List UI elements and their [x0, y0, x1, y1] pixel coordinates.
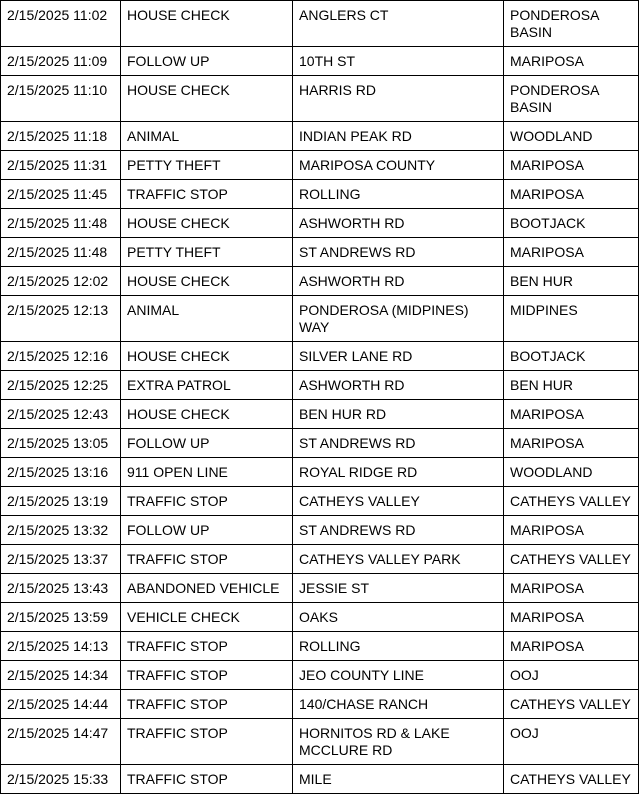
area-cell: CATHEYS VALLEY — [504, 690, 639, 719]
area-cell: BEN HUR — [504, 267, 639, 296]
datetime-cell: 2/15/2025 11:09 — [1, 47, 121, 76]
table-row — [1, 180, 639, 209]
call-type-cell: TRAFFIC STOP — [121, 632, 293, 661]
area-cell: WOODLAND — [504, 458, 639, 487]
table-row — [1, 458, 639, 487]
datetime-cell: 2/15/2025 12:13 — [1, 296, 121, 342]
table-row — [1, 151, 639, 180]
table-row — [1, 238, 639, 267]
call-type-cell: HOUSE CHECK — [121, 76, 293, 122]
location-cell: MARIPOSA COUNTY — [293, 151, 504, 180]
call-type-cell: TRAFFIC STOP — [121, 690, 293, 719]
area-cell: OOJ — [504, 661, 639, 690]
location-cell: MILE — [293, 765, 504, 794]
area-cell: PONDEROSA BASIN — [504, 76, 639, 122]
area-cell: MARIPOSA — [504, 400, 639, 429]
location-cell: 140/CHASE RANCH — [293, 690, 504, 719]
datetime-cell: 2/15/2025 12:43 — [1, 400, 121, 429]
datetime-cell: 2/15/2025 13:37 — [1, 545, 121, 574]
table-row — [1, 400, 639, 429]
location-cell: CATHEYS VALLEY PARK — [293, 545, 504, 574]
table-row — [1, 429, 639, 458]
call-type-cell: PETTY THEFT — [121, 151, 293, 180]
call-type-cell: FOLLOW UP — [121, 47, 293, 76]
call-type-cell: HOUSE CHECK — [121, 1, 293, 47]
datetime-cell: 2/15/2025 11:10 — [1, 76, 121, 122]
datetime-cell: 2/15/2025 13:32 — [1, 516, 121, 545]
call-type-cell: TRAFFIC STOP — [121, 487, 293, 516]
datetime-cell: 2/15/2025 12:02 — [1, 267, 121, 296]
datetime-cell: 2/15/2025 11:18 — [1, 122, 121, 151]
location-cell: ASHWORTH RD — [293, 267, 504, 296]
datetime-cell: 2/15/2025 13:43 — [1, 574, 121, 603]
location-cell: HORNITOS RD & LAKE MCCLURE RD — [293, 719, 504, 765]
location-cell: ASHWORTH RD — [293, 371, 504, 400]
table-row — [1, 603, 639, 632]
datetime-cell: 2/15/2025 14:13 — [1, 632, 121, 661]
location-cell: ROLLING — [293, 180, 504, 209]
location-cell: JEO COUNTY LINE — [293, 661, 504, 690]
area-cell: MARIPOSA — [504, 516, 639, 545]
table-row — [1, 661, 639, 690]
table-row — [1, 719, 639, 765]
table-row — [1, 76, 639, 122]
area-cell: MARIPOSA — [504, 574, 639, 603]
table-row — [1, 632, 639, 661]
location-cell: JESSIE ST — [293, 574, 504, 603]
location-cell: ROLLING — [293, 632, 504, 661]
location-cell: ST ANDREWS RD — [293, 429, 504, 458]
location-cell: INDIAN PEAK RD — [293, 122, 504, 151]
area-cell: MIDPINES — [504, 296, 639, 342]
datetime-cell: 2/15/2025 14:44 — [1, 690, 121, 719]
table-row — [1, 1, 639, 47]
table-row — [1, 765, 639, 794]
datetime-cell: 2/15/2025 11:48 — [1, 238, 121, 267]
datetime-cell: 2/15/2025 14:47 — [1, 719, 121, 765]
table-row — [1, 122, 639, 151]
location-cell: ST ANDREWS RD — [293, 238, 504, 267]
call-type-cell: 911 OPEN LINE — [121, 458, 293, 487]
datetime-cell: 2/15/2025 13:05 — [1, 429, 121, 458]
call-type-cell: HOUSE CHECK — [121, 342, 293, 371]
area-cell: MARIPOSA — [504, 151, 639, 180]
area-cell: BOOTJACK — [504, 342, 639, 371]
table-row — [1, 690, 639, 719]
call-type-cell: HOUSE CHECK — [121, 400, 293, 429]
location-cell: BEN HUR RD — [293, 400, 504, 429]
datetime-cell: 2/15/2025 12:16 — [1, 342, 121, 371]
table-row — [1, 267, 639, 296]
call-type-cell: ANIMAL — [121, 122, 293, 151]
datetime-cell: 2/15/2025 11:45 — [1, 180, 121, 209]
call-log-body — [1, 1, 639, 794]
call-type-cell: TRAFFIC STOP — [121, 661, 293, 690]
call-type-cell: TRAFFIC STOP — [121, 765, 293, 794]
call-type-cell: ABANDONED VEHICLE — [121, 574, 293, 603]
datetime-cell: 2/15/2025 15:33 — [1, 765, 121, 794]
table-row — [1, 209, 639, 238]
area-cell: PONDEROSA BASIN — [504, 1, 639, 47]
table-row — [1, 296, 639, 342]
table-row — [1, 47, 639, 76]
datetime-cell: 2/15/2025 14:34 — [1, 661, 121, 690]
table-row — [1, 545, 639, 574]
call-type-cell: PETTY THEFT — [121, 238, 293, 267]
area-cell: MARIPOSA — [504, 180, 639, 209]
datetime-cell: 2/15/2025 12:25 — [1, 371, 121, 400]
table-row — [1, 342, 639, 371]
call-type-cell: TRAFFIC STOP — [121, 180, 293, 209]
table-row — [1, 487, 639, 516]
datetime-cell: 2/15/2025 13:19 — [1, 487, 121, 516]
call-type-cell: TRAFFIC STOP — [121, 719, 293, 765]
location-cell: ROYAL RIDGE RD — [293, 458, 504, 487]
location-cell: ANGLERS CT — [293, 1, 504, 47]
call-type-cell: EXTRA PATROL — [121, 371, 293, 400]
area-cell: BEN HUR — [504, 371, 639, 400]
call-type-cell: HOUSE CHECK — [121, 267, 293, 296]
area-cell: CATHEYS VALLEY — [504, 765, 639, 794]
datetime-cell: 2/15/2025 11:02 — [1, 1, 121, 47]
area-cell: MARIPOSA — [504, 632, 639, 661]
location-cell: PONDEROSA (MIDPINES) WAY — [293, 296, 504, 342]
area-cell: CATHEYS VALLEY — [504, 545, 639, 574]
location-cell: OAKS — [293, 603, 504, 632]
call-type-cell: FOLLOW UP — [121, 429, 293, 458]
call-type-cell: FOLLOW UP — [121, 516, 293, 545]
table-row — [1, 371, 639, 400]
area-cell: MARIPOSA — [504, 47, 639, 76]
call-type-cell: TRAFFIC STOP — [121, 545, 293, 574]
area-cell: BOOTJACK — [504, 209, 639, 238]
location-cell: SILVER LANE RD — [293, 342, 504, 371]
area-cell: OOJ — [504, 719, 639, 765]
location-cell: HARRIS RD — [293, 76, 504, 122]
table-row — [1, 516, 639, 545]
table-row — [1, 574, 639, 603]
area-cell: MARIPOSA — [504, 603, 639, 632]
datetime-cell: 2/15/2025 13:16 — [1, 458, 121, 487]
datetime-cell: 2/15/2025 13:59 — [1, 603, 121, 632]
call-type-cell: VEHICLE CHECK — [121, 603, 293, 632]
location-cell: ASHWORTH RD — [293, 209, 504, 238]
call-type-cell: HOUSE CHECK — [121, 209, 293, 238]
area-cell: CATHEYS VALLEY — [504, 487, 639, 516]
datetime-cell: 2/15/2025 11:48 — [1, 209, 121, 238]
location-cell: CATHEYS VALLEY — [293, 487, 504, 516]
area-cell: WOODLAND — [504, 122, 639, 151]
area-cell: MARIPOSA — [504, 429, 639, 458]
call-type-cell: ANIMAL — [121, 296, 293, 342]
location-cell: 10TH ST — [293, 47, 504, 76]
location-cell: ST ANDREWS RD — [293, 516, 504, 545]
area-cell: MARIPOSA — [504, 238, 639, 267]
datetime-cell: 2/15/2025 11:31 — [1, 151, 121, 180]
